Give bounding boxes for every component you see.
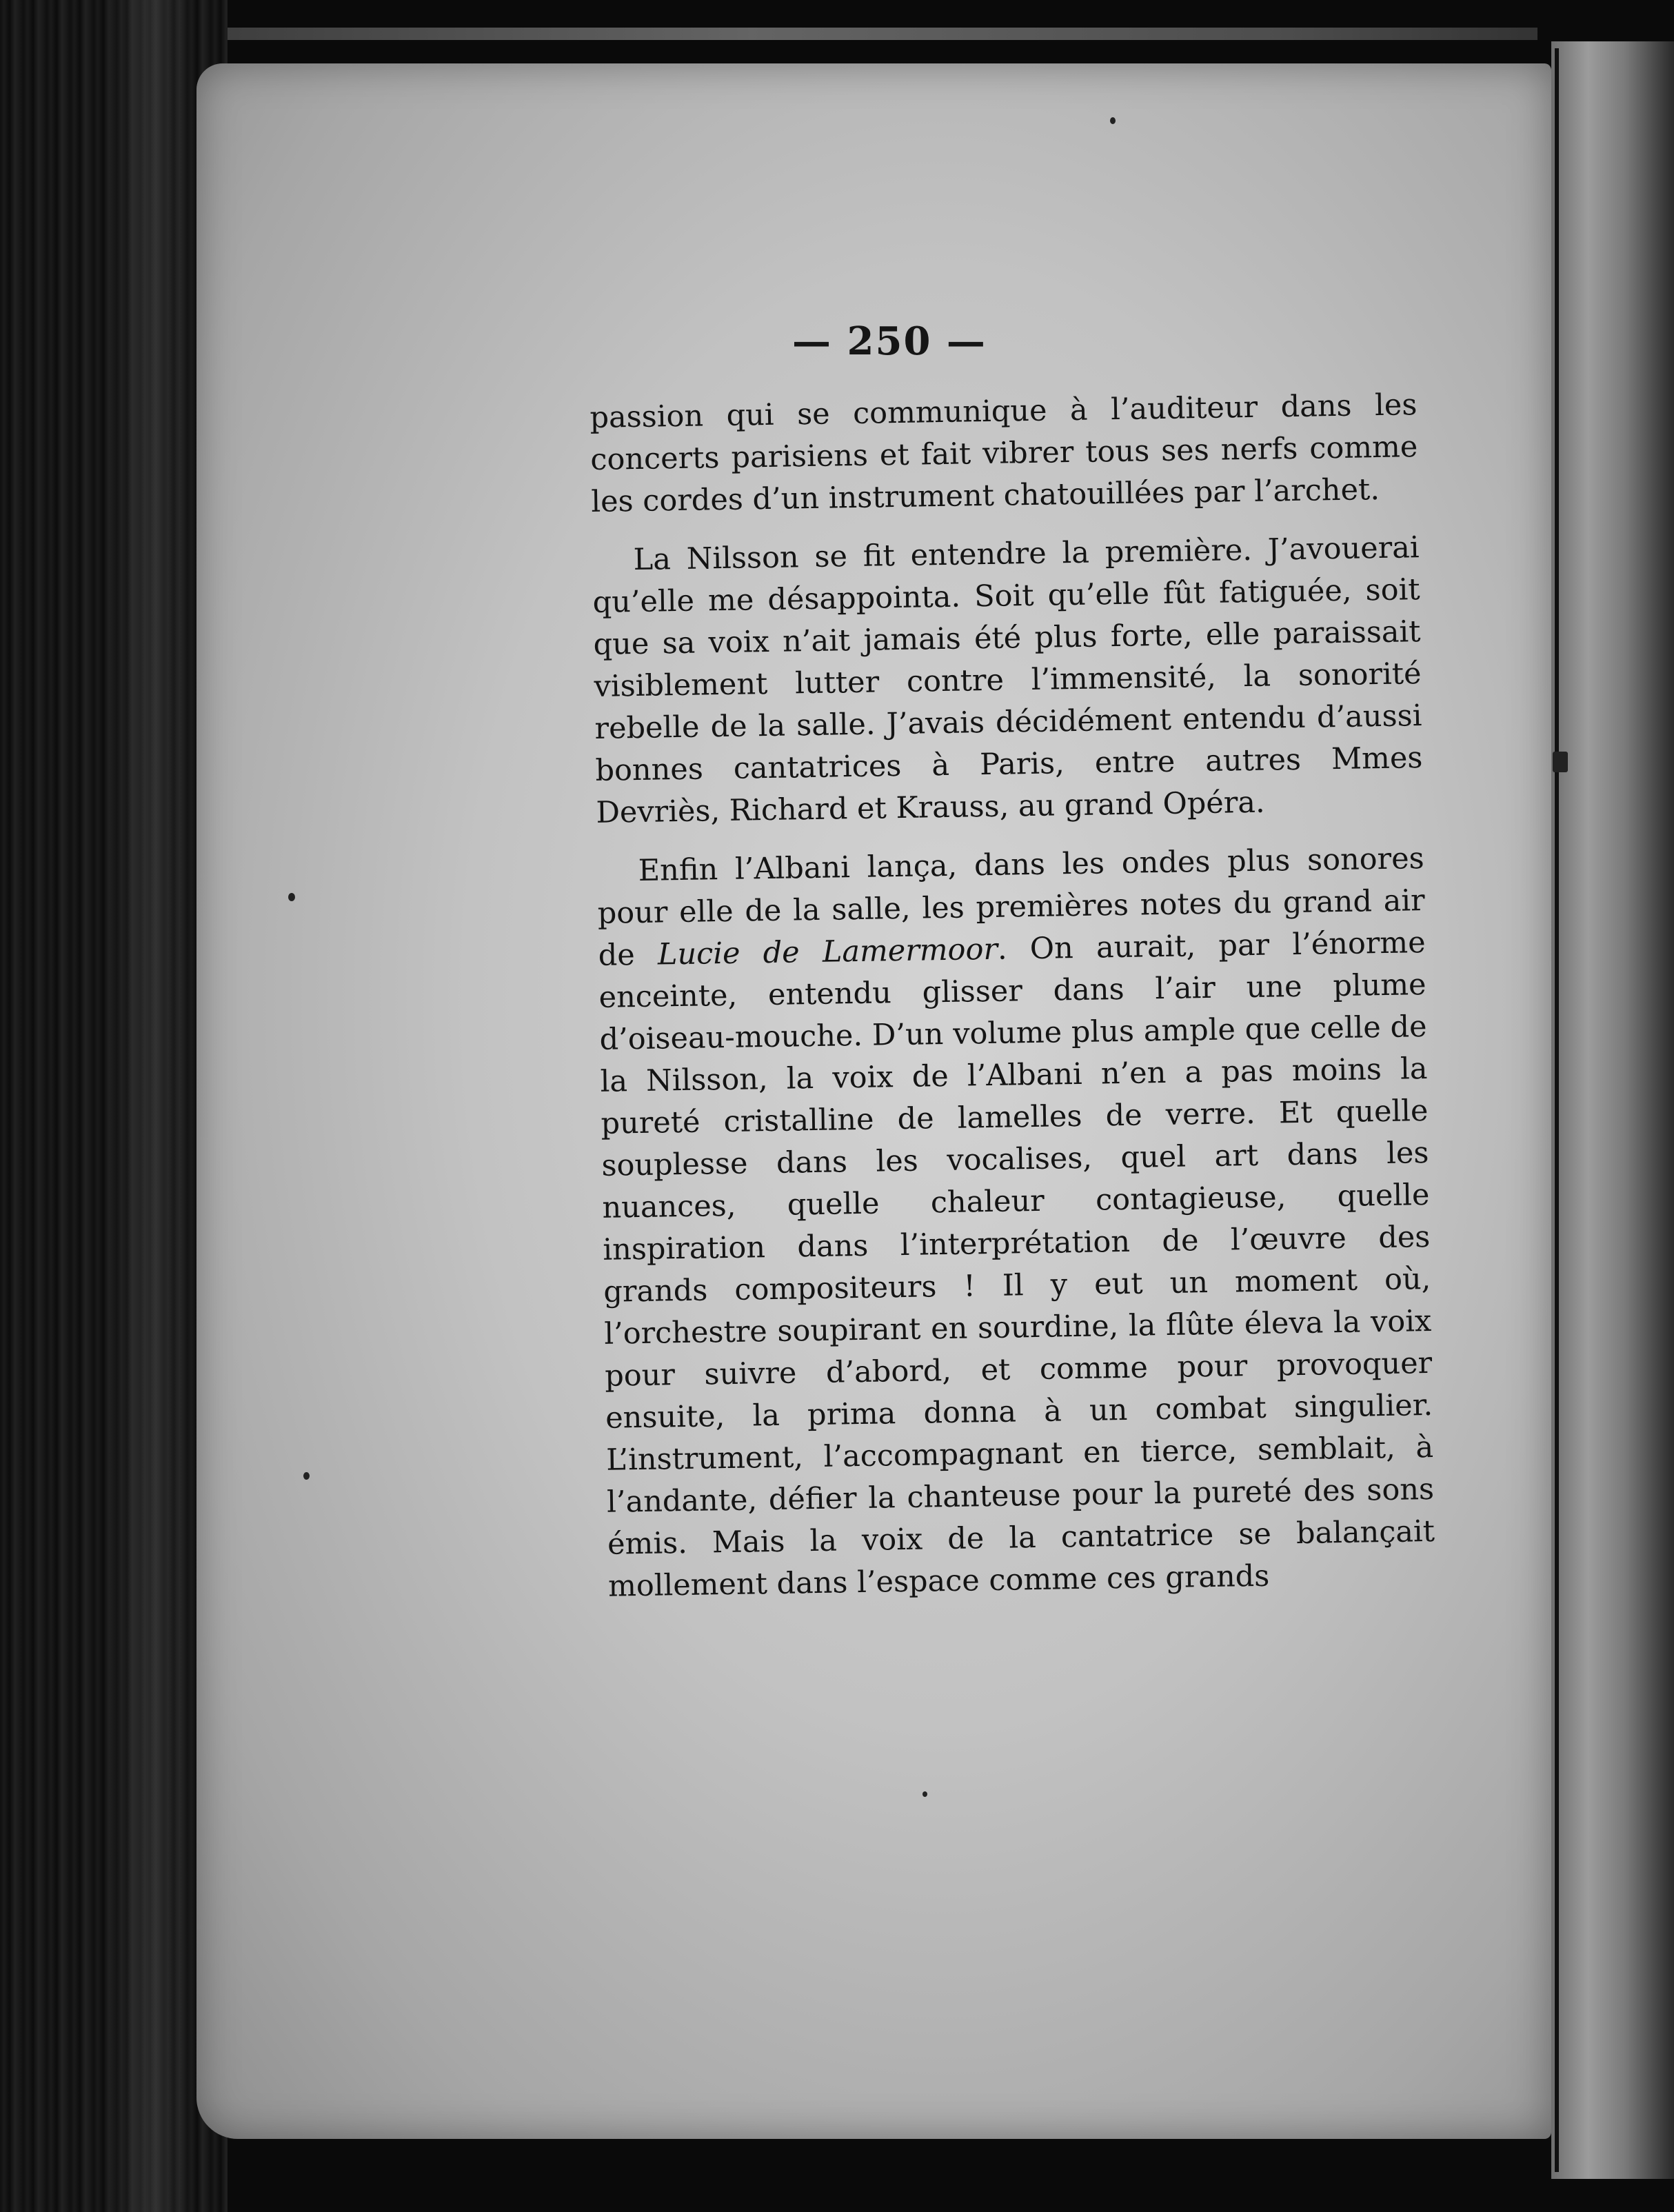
body-text: [589, 384, 1436, 1625]
page-number: — 250 —: [792, 319, 987, 364]
paragraph: [592, 527, 1424, 834]
page-gutter-line: [1555, 48, 1559, 2172]
ink-speck: [288, 893, 295, 901]
paragraph-text: La Nilsson se fit entendre la première. J’avouerai qu’elle me désappointa. Soit qu’elle fût fatiguée, soit que sa voix n’ait jamais été plus forte, elle paraissait visiblement lutter contre l’immensité, la sonorité rebelle de la salle. J’avais décidément entendu d’aussi bonnes cantatrices à Paris, entre autres Mmes Devriès, Richard et Krauss, au grand Opéra.: [592, 530, 1423, 830]
paragraph-text: Enfin l’Albani lança, dans les ondes plus sonores pour elle de la salle, les premières notes du grand air de: [597, 841, 1426, 973]
spine-crease: [110, 0, 193, 2212]
ink-speck: [922, 1791, 927, 1797]
adjacent-page-edge: [1551, 41, 1674, 2179]
ink-speck: [1110, 117, 1116, 124]
paragraph: [589, 384, 1419, 523]
paragraph: [596, 838, 1435, 1608]
paragraph-text: passion qui se communique à l’auditeur dans les concerts parisiens et fait vibrer tous ses nerfs comme les cordes d’un instrument chatouillées par l’archet.: [589, 388, 1418, 519]
paragraph-text: . On aurait, par l’énorme enceinte, entendu glisser dans l’air une plume d’oiseau-mouche. D’un volume plus ample que celle de la Nilsson, la voix de l’Albani n’en a pas moins la pureté cristalline de lamelles de verre. Et quelle souplesse dans les vocalises, quel art dans les nuances, quelle chaleur contagieuse, quelle inspiration dans l’interprétation de l’œuvre des grands compositeurs ! Il y eut un moment où, l’orchestre soupirant en sourdine, la flûte éleva la voix pour suivre d’abord, et comme pour provoquer ensuite, la prima donna à un combat singulier. L’instrument, l’accompagnant en tierce, semblait, à l’andante, défier la chanteuse pour la pureté des sons émis. Mais la voix de la cantatrice se balançait mollement dans l’espace comme ces grands: [598, 925, 1435, 1604]
top-page-edge: [228, 28, 1537, 40]
italic-title: Lucie de Lamermoor: [657, 932, 998, 972]
ink-speck: [1553, 752, 1568, 772]
ink-speck: [303, 1472, 310, 1480]
